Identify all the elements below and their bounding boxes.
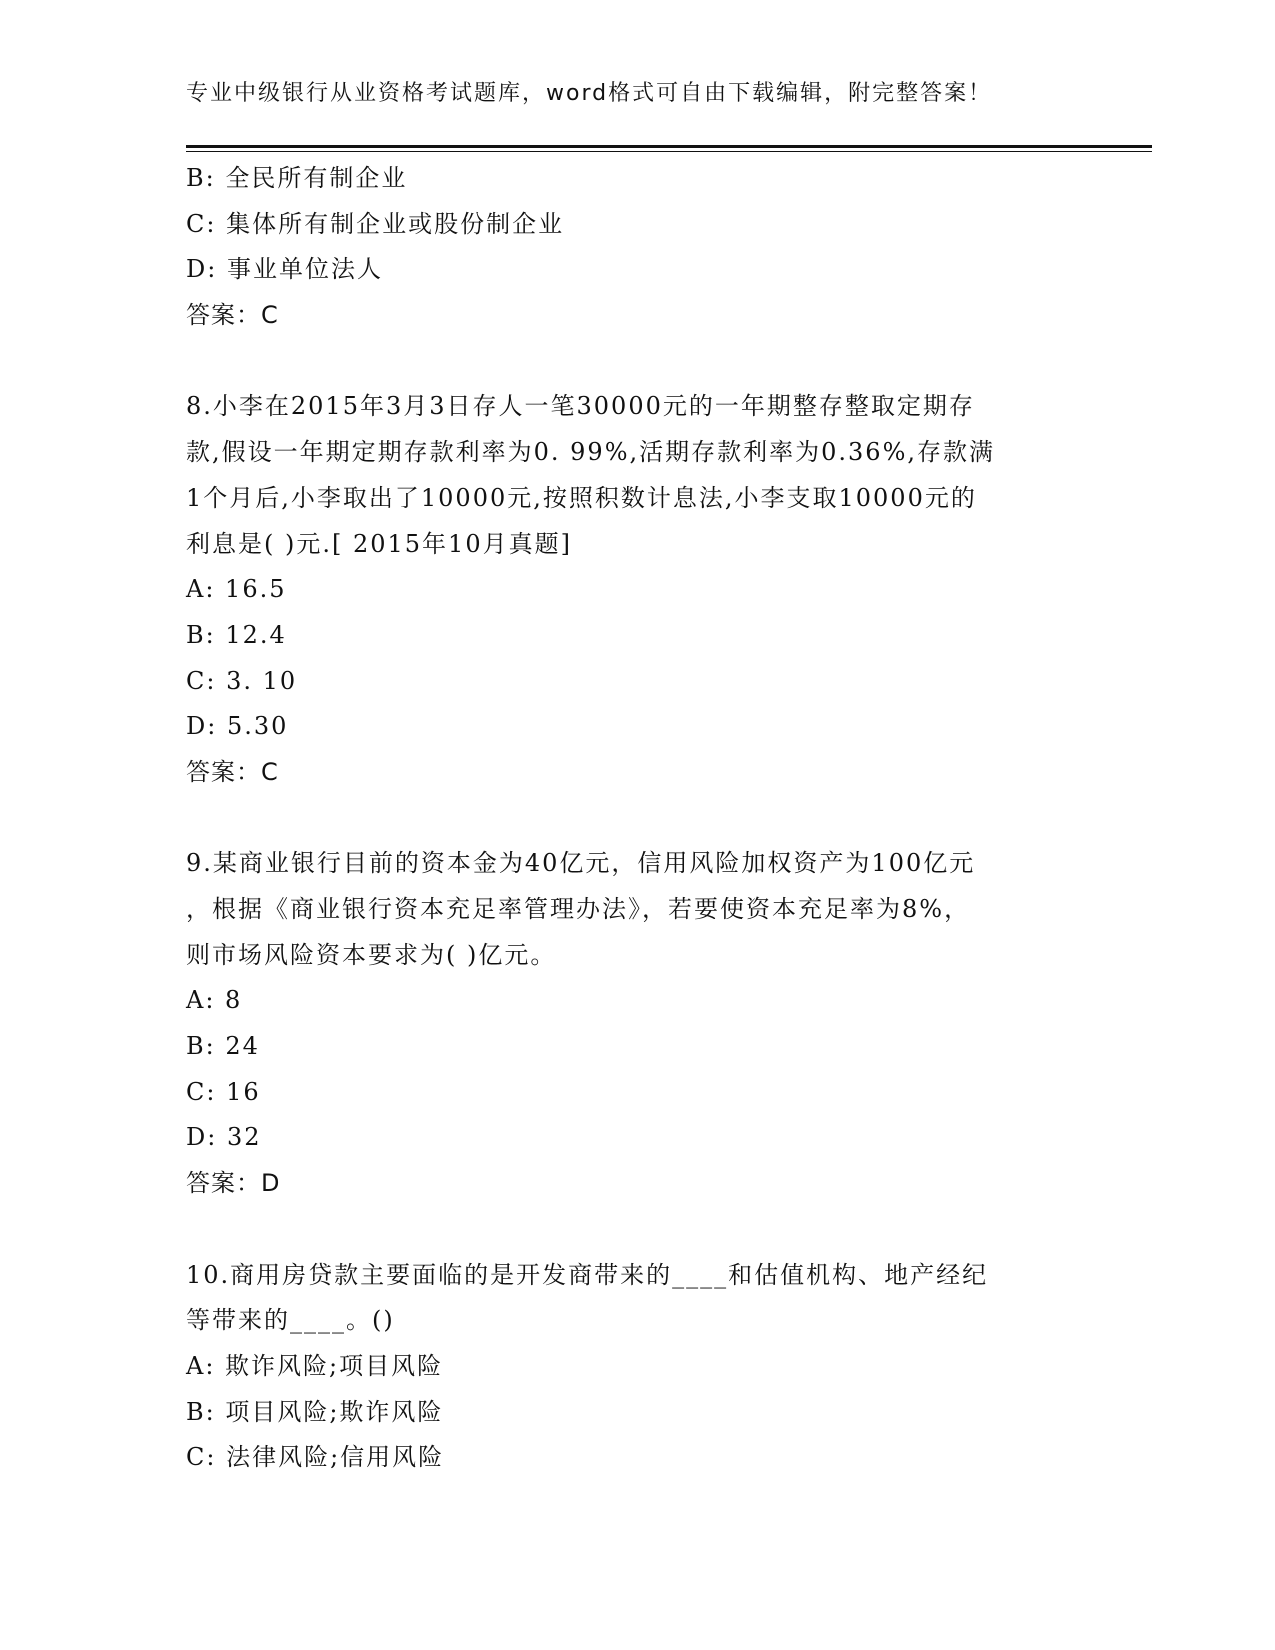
option-a: A: 8 — [186, 986, 243, 1015]
option-d: D: 5.30 — [186, 712, 289, 741]
option-b: B: 全民所有制企业 — [186, 164, 408, 192]
option-c: C: 3. 10 — [186, 666, 298, 695]
option-c: C: 集体所有制企业或股份制企业 — [186, 209, 565, 238]
option-a: A: 16.5 — [186, 575, 287, 604]
spacer — [186, 339, 1086, 385]
question-stem-line: 款,假设一年期定期存款利率为0. 99%,活期存款利率为0.36%,存款满 — [186, 438, 995, 467]
question-stem-line: 9.某商业银行目前的资本金为40亿元，信用风险加权资产为100亿元 — [186, 849, 976, 878]
question-7-continued — [186, 156, 1086, 339]
option-b: B: 24 — [186, 1032, 260, 1061]
option-d: D: 事业单位法人 — [186, 255, 383, 284]
option-a: A: 欺诈风险;项目风险 — [186, 1351, 444, 1380]
question-stem-line: 10.商用房贷款主要面临的是开发商带来的____和估值机构、地产经纪 — [186, 1260, 989, 1289]
document-body — [186, 156, 1086, 1481]
question-stem-line: 利息是( )元.[ 2015年10月真题] — [186, 529, 572, 558]
header-rule-thin — [186, 151, 1152, 152]
spacer — [186, 796, 1086, 842]
question-stem-line: 8.小李在2015年3月3日存人一笔30000元的一年期整存整取定期存 — [186, 392, 975, 421]
option-c: C: 法律风险;信用风险 — [186, 1443, 445, 1472]
answer: 答案：C — [186, 301, 279, 330]
question-stem-line: 1个月后,小李取出了10000元,按照积数计息法,小李支取10000元的 — [186, 483, 977, 512]
question-stem-line: ，根据《商业银行资本充足率管理办法》，若要使资本充足率为8%， — [186, 895, 971, 923]
answer: 答案：D — [186, 1169, 281, 1198]
option-c: C: 16 — [186, 1077, 261, 1106]
option-b: B: 项目风险;欺诈风险 — [186, 1397, 444, 1426]
answer: 答案：C — [186, 757, 279, 786]
spacer — [186, 1207, 1086, 1253]
option-d: D: 32 — [186, 1123, 262, 1152]
page-header: 专业中级银行从业资格考试题库，word格式可自由下载编辑，附完整答案！ — [186, 81, 993, 106]
question-stem-line: 则市场风险资本要求为( )亿元。 — [186, 940, 557, 969]
question-9 — [186, 841, 1086, 1207]
question-10 — [186, 1253, 1086, 1481]
header-rule-thick — [186, 145, 1152, 148]
question-8 — [186, 384, 1086, 795]
option-b: B: 12.4 — [186, 620, 287, 649]
question-stem-line: 等带来的____。() — [186, 1306, 395, 1335]
